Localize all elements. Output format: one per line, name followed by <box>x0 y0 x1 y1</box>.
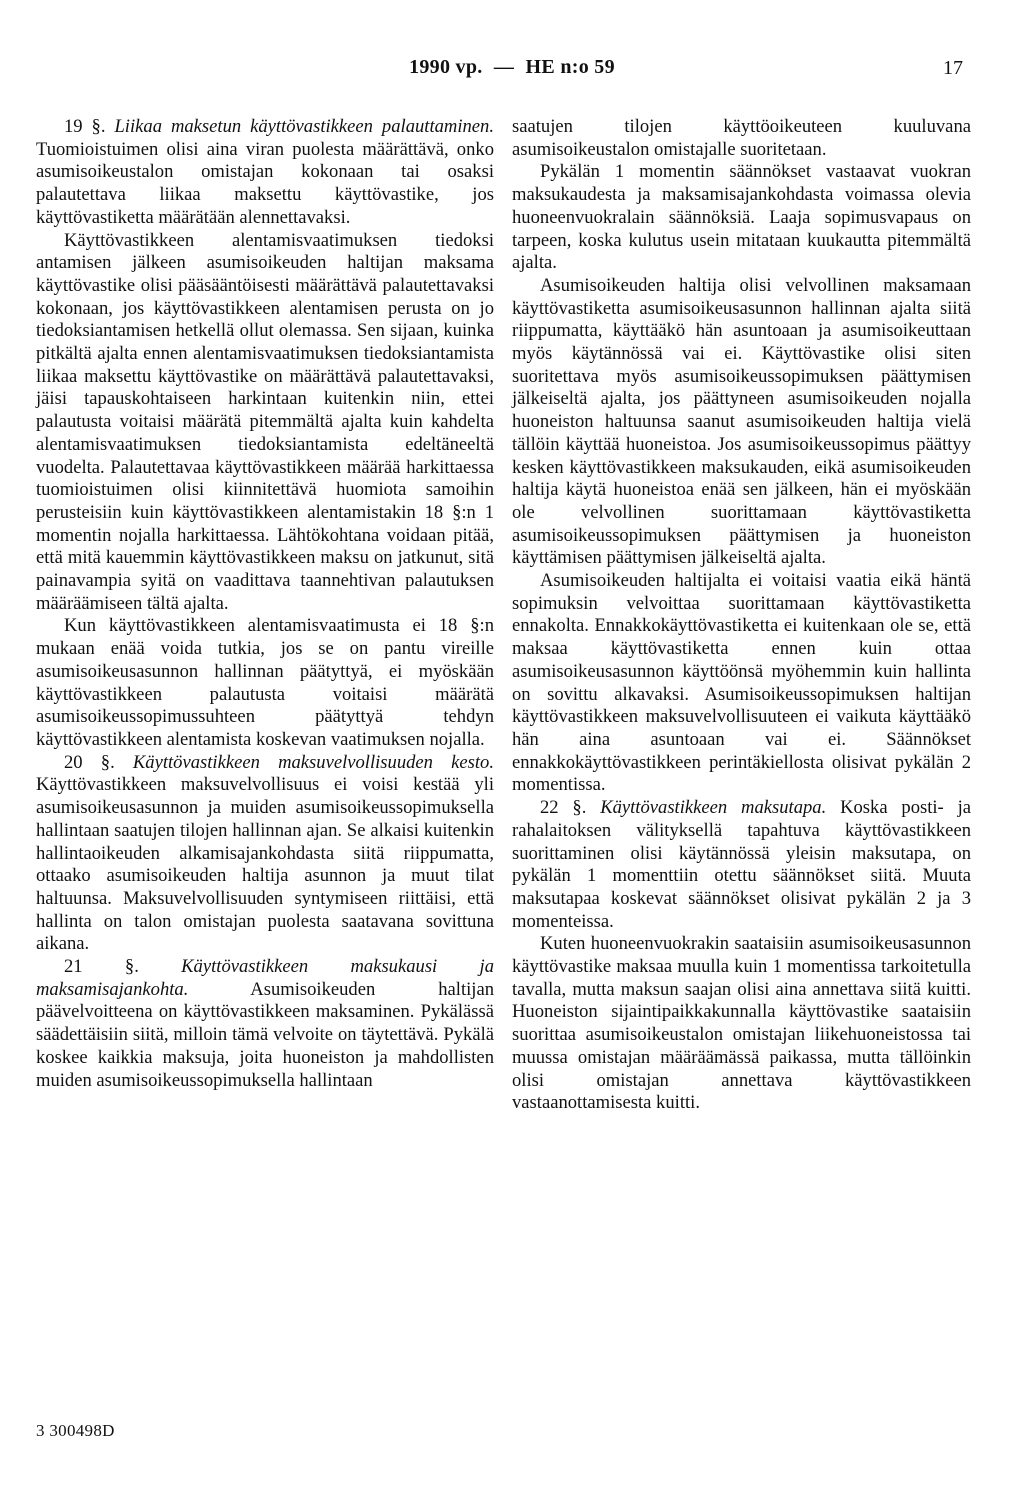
section-22-text: Koska posti- ja rahalaitoksen välityksellä tapahtuva käyttövastikkeen suorittaminen olisi käytännössä yleisin maksutapa, on pykälän 1 momenttiin otettu säännökset siitä. Muuta maksutapaa koskevat säännökset olisivat pykälän 2 ja 3 momenteissa. <box>512 797 971 932</box>
section-19-paragraph <box>36 116 494 230</box>
section-19-number: 19 §. <box>64 116 106 137</box>
section-20-text: Käyttövastikkeen maksuvelvollisuus ei voisi kestää yli asumisoikeusasunnon ja muiden asumisoikeussopimuksella hallintaan saatujen tilojen hallinnan ajan. Se alkaisi kuitenkin hallintaoikeuden alkamisajankohdasta siitä riippumatta, ottaako asumisoikeuden haltija asunnon ja muut tilat haltuunsa. Maksuvelvollisuuden syntymiseen riittäisi, että hallinta on talon omistajan puolesta saatavana sovittuna aikana. <box>36 774 494 955</box>
section-22-title: Käyttövastikkeen maksutapa. <box>600 797 827 819</box>
header-dash: — <box>493 56 515 78</box>
section-22-number: 22 §. <box>540 797 587 819</box>
section-21-paragraph-3: Asumisoikeuden haltija olisi velvollinen maksamaan käyttövastiketta asumisoikeusasunnon hallinnan ajalta siitä riippumatta, käyttääkö hän asuntoaan ja asumisoikeuttaan myös käytännössä vai ei. Käyttövastike olisi siten suoritettava myös asumisoikeussopimuksen päättymisen jälkeiseltä ajalta, jos päättyneen asumisoikeuden nojalla huoneiston haltuunsa saanut asumisoikeuden haltija vielä tällöin käyttää huoneistoa. Jos asumisoikeussopimus päättyy kesken käyttövastikkeen maksukauden, eikä asumisoikeuden haltija käytä huoneistoa enää sen jälkeen, hän ei myöskään ole velvollinen suorittamaan käyttövastiketta asumisoikeussopimuksen päättymisen ja huoneiston käyttämisen päättymisen jälkeiseltä ajalta. <box>512 274 971 569</box>
left-column <box>36 116 494 1092</box>
section-21-paragraph <box>36 956 494 1092</box>
running-header <box>0 52 1024 86</box>
header-document-id: HE n:o 59 <box>525 56 615 78</box>
print-code: 3 300498D <box>36 1421 115 1440</box>
section-19-paragraph-3: Kun käyttövastikkeen alentamisvaatimusta ei 18 §:n mukaan enää voida tutkia, jos se on pantu vireille asumisoikeusasunnon hallinnan päätyttyä, ei myöskään käyttövastikkeen palautusta voitaisi määrätä asumisoikeussopimussuhteen päätyttyä tehdyn käyttövastikkeen alentamista koskevan vaatimuksen nojalla. <box>36 615 494 750</box>
section-21-title: Käyttövastikkeen maksukausi ja maksamisajankohta. <box>36 956 494 1000</box>
section-21-number: 21 §. <box>64 956 139 978</box>
section-19-paragraph-2: Käyttövastikkeen alentamisvaatimuksen tiedoksi antamisen jälkeen asumisoikeuden haltijan maksama käyttövastike olisi pääsääntöisesti määrättävä palautettavaksi kokonaan, jos käyttövastikkeen alentamisen perusta on jo tiedoksiantamisen hetkellä ollut olemassa. Sen sijaan, kuinka pitkältä ajalta ennen alentamisvaatimuksen tiedoksiantamista liikaa maksettu käyttövastike on määrättävä palautettavaksi, jäisi tapauskohtaiseen harkintaan kuitenkin niin, ettei palautusta voitaisi määrätä pitemmältä ajalta kuin kahdelta alentamisvaatimuksen tiedoksiantamista edeltäneeltä vuodelta. Palautettavaa käyttövastikkeen määrää harkittaessa tuomioistuimen olisi kiinnitettävä huomiota samoihin perusteisiin kuin käyttövastikkeen alentamistakin 18 §:n 1 momentin nojalla harkittaessa. Lähtökohtana voidaan pitää, että mitä kauemmin käyttövastikkeen maksu on jatkunut, sitä painavampia syitä on vaadittava taannehtivan palautuksen määräämiseen tältä ajalta. <box>36 229 494 614</box>
header-year: 1990 vp. <box>409 56 483 78</box>
section-19-title: Liikaa maksetun käyttövastikkeen palauttaminen. <box>114 116 495 137</box>
section-19-text: Tuomioistuimen olisi aina viran puolesta määrättävä, onko asumisoikeustalon omistajan kokonaan tai osaksi palautettava liikaa maksettu käyttövastike, jos käyttövastiketta määrätään alennettavaksi. <box>36 138 494 228</box>
section-21-paragraph-4: Asumisoikeuden haltijalta ei voitaisi vaatia eikä häntä sopimuksin velvoittaa suorittamaan käyttövastiketta ennakolta. Ennakkokäyttövastiketta ei kuitenkaan ole se, että maksaa käyttövastiketta ennen kuin ottaa asumisoikeusasunnon käyttöönsä myöhemmin kuin hallinta on sovittu alkavaksi. Asumisoikeussopimuksen haltijan käyttövastikkeen maksuvelvollisuuteen ei vaikuta käyttääkö hän aina asuntoaan vai ei. Säännökset ennakkokäyttövastikkeen perintäkiellosta olisivat pykälän 2 momentissa. <box>512 570 971 796</box>
section-20-number: 20 §. <box>64 751 115 773</box>
right-column <box>512 116 971 1115</box>
header-title <box>0 56 1024 79</box>
section-22-paragraph <box>512 797 971 933</box>
section-22-paragraph-2: Kuten huoneenvuokrakin saataisiin asumisoikeusasunnon käyttövastike maksaa muulla kuin 1 momentissa tarkoitetulla tavalla, mutta maksun saajan olisi aina annettava siitä kuitti. Huoneiston sijaintipaikkakunnalla käyttövastike saataisiin suorittaa asumisoikeustalon omistajan liikehuoneistossa tai muussa omistajan määräämässä paikassa, mutta tällöinkin olisi omistajan annettava käyttövastikkeen vastaanottamisesta kuitti. <box>512 933 971 1114</box>
page-number: 17 <box>943 57 963 79</box>
section-20-title: Käyttövastikkeen maksuvelvollisuuden kesto. <box>132 751 494 773</box>
section-21-paragraph-2: Pykälän 1 momentin säännökset vastaavat vuokran maksukaudesta ja maksamisajankohdasta voimassa olevia huoneenvuokralain säännöksiä. Laaja sopimusvapaus on tarpeen, koska kulutus usein mitataan kuukautta pitemmältä ajalta. <box>512 161 971 274</box>
section-21-continuation: saatujen tilojen käyttöoikeuteen kuuluvana asumisoikeustalon omistajalle suoritetaan. <box>512 116 971 160</box>
section-20-paragraph <box>36 752 494 956</box>
section-21-text: Asumisoikeuden haltijan päävelvoitteena on käyttövastikkeen maksaminen. Pykälässä säädettäisiin siitä, milloin tämä velvoite on täytettävä. Pykälä koskee kaikkia maksuja, joita huoneiston ja mahdollisten muiden asumisoikeussopimuksella hallintaan <box>36 978 494 1091</box>
